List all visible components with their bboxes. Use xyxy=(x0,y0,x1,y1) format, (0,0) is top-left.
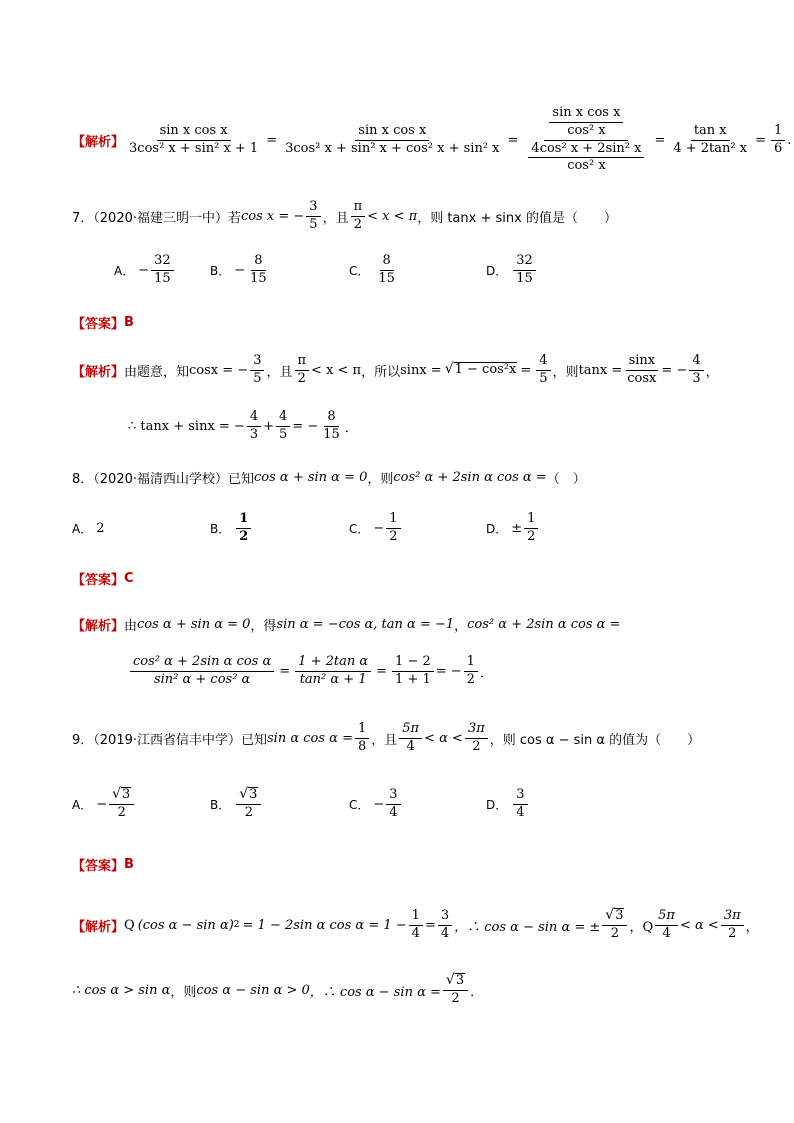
q8-answer: 【答案】 C xyxy=(72,570,134,588)
fraction: $\frac{\text{tan x}}{\text{4 + 2tan² x}}$ xyxy=(673,122,748,156)
q8-stem: 8．（2020·福清西山学校）已知 cos α + sin α = 0 ，则 cos² α + 2sin α cos α = （ ） xyxy=(72,469,586,487)
q9-options xyxy=(72,784,722,824)
fraction: $\frac{\text{sin x cos x}}{\text{3cos² x + sin² x + 1}}$ xyxy=(129,122,259,156)
q7-answer: 【答案】 B xyxy=(72,314,134,332)
q6-explanation: 【解析】 $\frac{\text{sin x cos x}}{\text{3cos² x + sin² x + 1}}$ = $\frac{\text{sin x cos x}}{\text{3cos² x + sin² x + cos² x + sin² x}}$ = $\frac{\frac{\text{sin x cos x}}{\text{cos² x}}}{\frac{\text{4cos² x + 2sin² x}}{\text{cos² x}}}$ = $\frac{\text{tan x}}{\text{4 + 2tan² x}}$ = $\frac{1}{6}$ . xyxy=(72,104,792,174)
q9-stem: 9．（2019·江西省信丰中学）已知 sin α cos α = $\frac{1}{8}$ ，且 $\frac{5\pi}{4}$ < α < $\frac{3\pi}{2}$ ，则 cos α − sin α 的值为（ ） xyxy=(72,720,701,754)
q7-explanation-1: 【解析】 由题意，知 cosx = − $\frac{3}{5}$ ，且 $\frac{\pi}{2}$ < x < π ，所以 sinx = √ 1 − cos²x = $\frac{4}{5}$ ，则 tanx = $\frac{\sin x}{\cos x}$ = − $\frac{4}{3}$ ， xyxy=(72,352,719,386)
answer-value: B xyxy=(124,856,134,872)
answer-value: B xyxy=(124,314,134,330)
q8-options xyxy=(72,508,722,548)
q7-stem: 7．（2020·福建三明一中）若 cos x = − $\frac{3}{5}$ ，且 $\frac{\pi}{2}$ < x < π ，则 tanx + sinx 的值是（ ） xyxy=(72,198,617,232)
q8-option-d[interactable]: D． ± $\frac{1}{2}$ xyxy=(486,508,540,548)
sqrt: √ 1 − cos²x xyxy=(444,361,517,378)
compound-fraction: $\frac{\frac{\text{sin x cos x}}{\text{cos² x}}}{\frac{\text{4cos² x + 2sin² x}}{\text{cos² x}}}$ xyxy=(523,106,649,175)
explanation-label: 【解析】 xyxy=(72,134,125,150)
answer-value: C xyxy=(124,570,134,586)
q9-explanation-2: ∴ cos α > sin α ，则 cos α − sin α > 0 ，∴ cos α − sin α = √ 3 2 ． xyxy=(72,972,484,1006)
q7-option-a[interactable]: A． − $\frac{32}{15}$ xyxy=(114,250,176,290)
q8-option-b[interactable]: B． $\frac{1}{2}$ xyxy=(210,508,253,548)
q8-explanation-2: $\frac{\text{cos² α + 2sin α cos α}}{\text{sin² α + cos² α}}$ = $\frac{\text{1 + 2tan α}}{\text{tan² α + 1}}$ = $\frac{1 - 2}{1 + 1}$ = − $\frac{1}{2}$ ． xyxy=(128,651,493,691)
q7-option-d[interactable]: D． $\frac{32}{15}$ xyxy=(486,250,538,290)
fraction: $\frac{\text{sin x cos x}}{\text{3cos² x + sin² x + cos² x + sin² x}}$ xyxy=(285,122,500,156)
q8-explanation-1: 【解析】 由 cos α + sin α = 0 ，得 sin α = −cos α, tan α = −1 ， cos² α + 2sin α cos α = xyxy=(72,616,621,634)
q9-answer: 【答案】 B xyxy=(72,856,134,874)
q9-option-b[interactable]: B． √ 3 2 xyxy=(210,784,263,824)
q9-option-c[interactable]: C． − $\frac{3}{4}$ xyxy=(349,784,403,824)
q7-option-b[interactable]: B． − $\frac{8}{15}$ xyxy=(210,252,267,286)
q8-option-c[interactable]: C． − $\frac{1}{2}$ xyxy=(349,508,403,548)
result-fraction: $\frac{1}{6}$ xyxy=(771,124,785,157)
q9-option-a[interactable]: A． − √ 3 2 xyxy=(72,784,136,824)
q9-explanation-1: 【解析】 Q (cos α − sin α) 2 = 1 − 2sin α cos α = 1 − $\frac{1}{4}$ = $\frac{3}{4}$ ，∴ cos α − sin α = ± √ 3 2 ，Q $\frac{5\pi}{4}$ < α < $\frac{3\pi}{2}$ ， xyxy=(72,907,759,941)
q9-option-d[interactable]: D． $\frac{3}{4}$ xyxy=(486,784,530,824)
q8-option-a[interactable]: A． 2 xyxy=(72,520,105,536)
q7-option-c[interactable]: C． $\frac{8}{15}$ xyxy=(349,252,395,286)
q7-explanation-2: ∴ tanx + sinx = − $\frac{4}{3}$ + $\frac{4}{5}$ = − $\frac{8}{15}$ ． xyxy=(128,408,358,442)
q7-options xyxy=(72,250,722,290)
